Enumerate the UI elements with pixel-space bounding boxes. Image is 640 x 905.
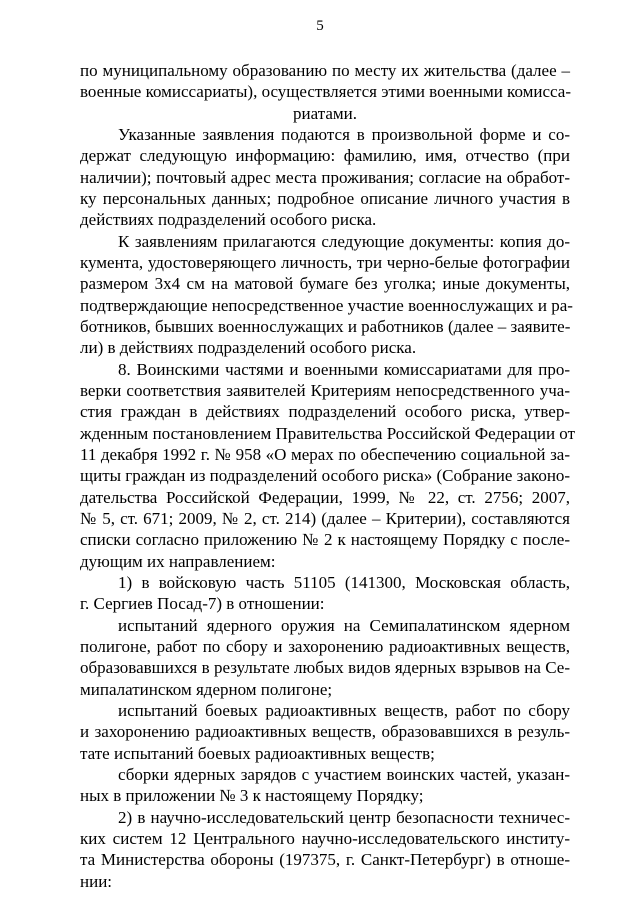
text-line: испытаний ядерного оружия на Семипалатинском ядерном <box>118 615 570 635</box>
text-line: размером 3х4 см на матовой бумаге без уголка; иные документы, <box>80 274 570 294</box>
text-line: Указанные заявления подаются в произвольной форме и со- <box>118 125 570 144</box>
text-line: списки согласно приложению № 2 к настоящему Порядку с после- <box>80 530 570 550</box>
text-line: ботников, бывших военнослужащих и работников (далее – заявите- <box>80 317 571 336</box>
text-line: 1) в войсковую часть 51105 (141300, Московская область, <box>118 573 570 592</box>
text-line: испытаний боевых радиоактивных веществ, работ по сбору <box>118 701 570 720</box>
text-line: и захоронению радиоактивных веществ, образовавшихся в резуль- <box>80 722 570 742</box>
text-line: держат следующую информацию: фамилию, имя, отчество (при <box>80 146 570 166</box>
text-line: дующим их направлением: <box>80 551 276 571</box>
text-line: стия граждан в действиях подразделений особого риска, утвер- <box>80 402 570 422</box>
text-line: мипалатинском ядерном полигоне; <box>80 679 333 699</box>
text-line: действиях подразделений особого риска. <box>80 210 377 230</box>
text-line: верки соответствия заявителей Критериям непосредственного уча- <box>80 381 570 400</box>
text-line: ку персональных данных; подробное описание личного участия в <box>80 189 570 208</box>
text-line: кумента, удостоверяющего личность, три черно-белые фотографии <box>80 253 570 272</box>
text-line: сборки ядерных зарядов с участием воинских частей, указан- <box>118 765 570 784</box>
text-line: 11 декабря 1992 г. № 958 «О мерах по обеспечению социальной за- <box>80 445 570 464</box>
text-line: полигоне, работ по сбору и захоронению радиоактивных веществ, <box>80 637 570 656</box>
text-line: № 5, ст. 671; 2009, № 2, ст. 214) (далее – Критерии), составляются <box>80 509 570 528</box>
text-line: подтверждающие непосредственное участие военнослужащих и ра- <box>80 295 573 315</box>
text-line: жденным постановлением Правительства Российской Федерации от <box>80 423 575 443</box>
text-line: ли) в действиях подразделений особого риска. <box>80 338 417 358</box>
text-line: та Министерства обороны (197375, г. Санкт-Петербург) в отноше- <box>80 850 570 870</box>
text-line: К заявлениям прилагаются следующие документы: копия до- <box>118 231 570 251</box>
text-line: военные комиссариаты), осуществляется этими военными комисса- <box>80 82 571 102</box>
text-line: 8. Воинскими частями и военными комиссариатами для про- <box>118 359 570 379</box>
text-line: тате испытаний боевых радиоактивных веществ; <box>80 743 435 763</box>
text-line: по муниципальному образованию по месту их жительства (далее – <box>80 61 570 80</box>
text-line: наличии); почтовый адрес места проживания; согласие на обработ- <box>80 167 570 187</box>
text-line: 2) в научно-исследовательский центр безопасности техничес- <box>118 807 570 827</box>
text-line: нии: <box>80 871 113 891</box>
text-line: дательства Российской Федерации, 1999, № 22, ст. 2756; 2007, <box>80 487 570 507</box>
text-line: образовавшихся в результате любых видов ядерных взрывов на Се- <box>80 658 570 678</box>
text-line: щиты граждан из подразделений особого риска» (Собрание законо- <box>80 466 571 486</box>
page-number: 5 <box>316 18 324 34</box>
text-line: г. Сергиев Посад-7) в отношении: <box>80 594 325 614</box>
text-line: ких систем 12 Центрального научно-исследовательского институ- <box>80 829 570 848</box>
text-line: ных в приложении № 3 к настоящему Порядку; <box>80 786 424 806</box>
text-line: риатами. <box>293 103 357 123</box>
